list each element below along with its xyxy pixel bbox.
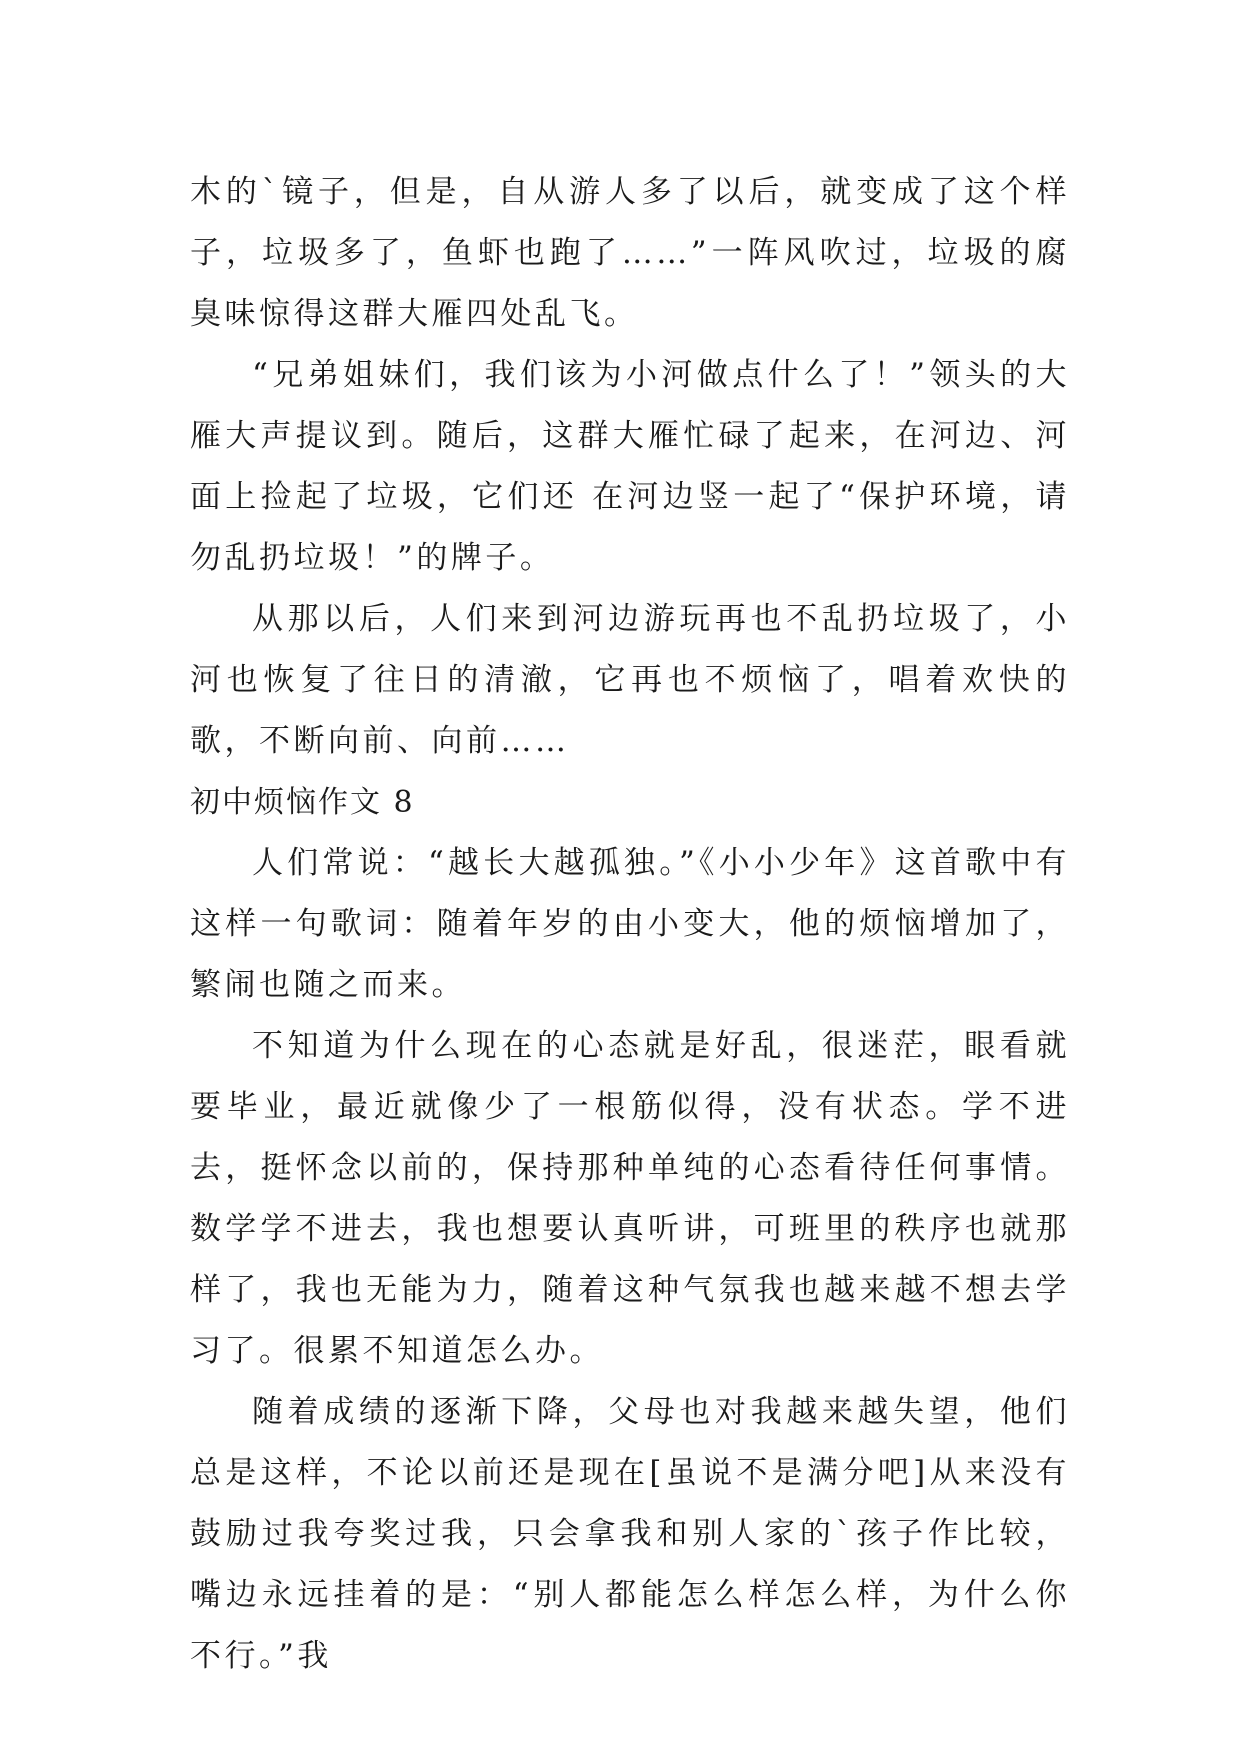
- paragraph: 不知道为什么现在的心态就是好乱，很迷茫，眼看就要毕业，最近就像少了一根筋似得，没有状态。学不进去，挺怀念以前的，保持那种单纯的心态看待任何事情。数学学不进去，我也想要认真听讲，可班里的秩序也就那样了，我也无能为力，随着这种气氛我也越来越不想去学习了。很累不知道怎么办。: [190, 1028, 1070, 1369]
- section-heading: 初中烦恼作文 8: [190, 785, 415, 820]
- paragraph: “兄弟姐妹们，我们该为小河做点什么了！”领头的大雁大声提议到。随后，这群大雁忙碌了起来，在河边、河面上捡起了垃圾，它们还 在河边竖一起了“保护环境，请勿乱扔垃圾！”的牌子。: [190, 357, 1070, 576]
- paragraph-continued: 木的`镜子，但是，自从游人多了以后，就变成了这个样子，垃圾多了，鱼虾也跑了……”一阵风吹过，垃圾的腐臭味惊得这群大雁四处乱飞。: [190, 174, 1070, 332]
- document-page: [190, 162, 1070, 1687]
- paragraph: 随着成绩的逐渐下降，父母也对我越来越失望，他们总是这样，不论以前还是现在[虽说不是满分吧]从来没有鼓励过我夸奖过我，只会拿我和别人家的`孩子作比较，嘴边永远挂着的是：“别人都能怎么样怎么样，为什么你不行。”我: [190, 1394, 1070, 1674]
- paragraph: 人们常说：“越长大越孤独。”《小小少年》这首歌中有这样一句歌词：随着年岁的由小变大，他的烦恼增加了，繁闹也随之而来。: [190, 845, 1070, 1003]
- paragraph: 从那以后，人们来到河边游玩再也不乱扔垃圾了，小河也恢复了往日的清澈，它再也不烦恼了，唱着欢快的歌，不断向前、向前……: [190, 601, 1070, 759]
